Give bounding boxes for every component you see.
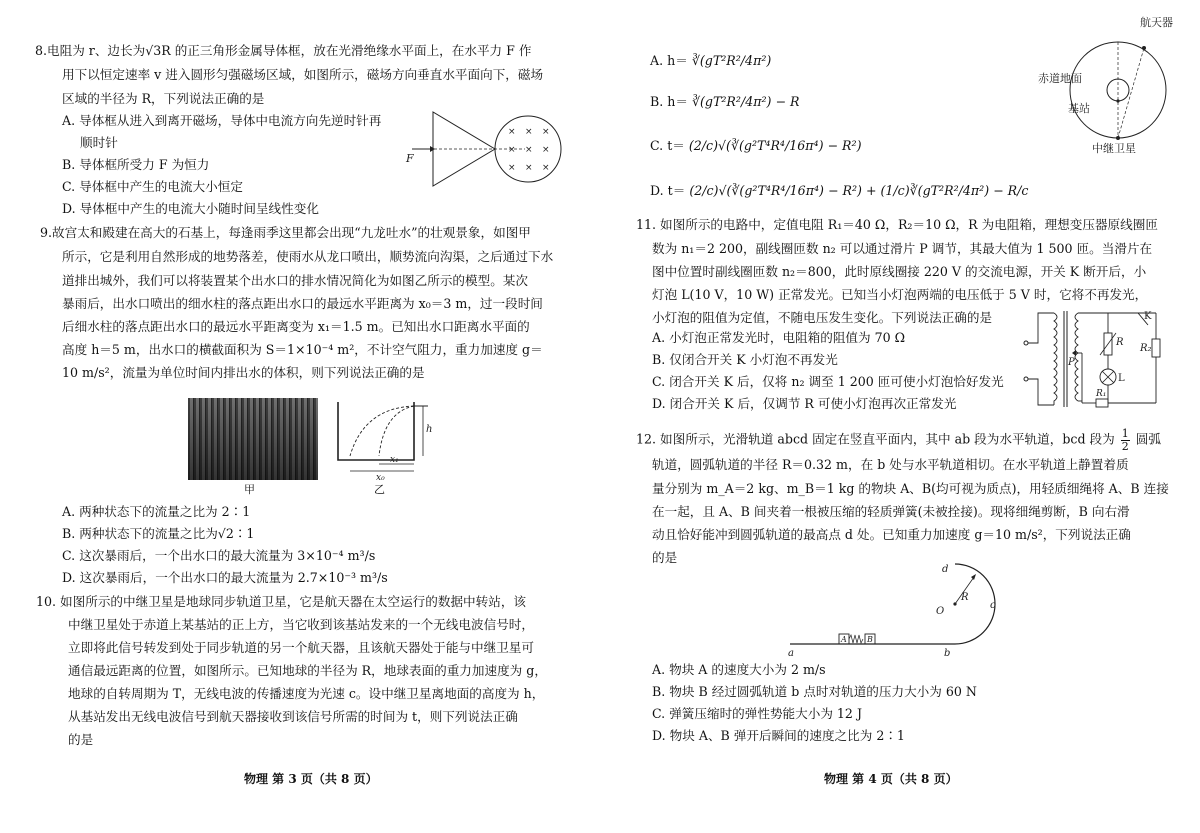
q10-spacecraft-label: 航天器: [1140, 16, 1173, 29]
svg-text:×: ×: [542, 145, 550, 155]
q12-option-b: B. 物块 B 经过圆弧轨道 b 点时对轨道的压力大小为 60 N: [652, 684, 977, 699]
q8-option-c: C. 导体框中产生的电流大小恒定: [62, 179, 243, 194]
q9-stem-line-5: 后细水柱的落点距出水口的最远水平距离变为 x₁＝1.5 m。已知出水口距离水平面的: [62, 319, 530, 334]
q11-stem-line-5: 小灯泡的阻值为定值，不随电压发生变化。下列说法正确的是: [652, 310, 993, 325]
q10-stem-line-1: 10. 如图所示的中继卫星是地球同步轨道卫星，它是航天器在太空运行的数据中转站，该: [36, 594, 527, 609]
q11-rheostat-r-label: R: [1116, 337, 1124, 348]
q10-stem-line-3: 立即将此信号转发到处于同步轨道的另一个航天器，且该航天器处于能与中继卫星可: [68, 640, 534, 655]
q12-block-a-label: A: [841, 635, 847, 644]
q10-option-a: [650, 55, 771, 68]
q12-fraction: [1121, 428, 1130, 452]
q12-d-label: d: [942, 564, 949, 575]
q10-option-d-expr: (2/c)√(∛(g²T⁴R⁴/16π⁴) − R²) + (1/c)∛(gT²R²/4π²) − R/c: [689, 183, 1029, 198]
q12-track-figure: [780, 560, 1000, 660]
q9-h-label: h: [426, 424, 433, 435]
svg-text:×: ×: [508, 163, 516, 173]
q9-stem-line-6: 高度 h＝5 m，出水口的横截面积为 S＝1×10⁻⁴ m²，不计空气阻力，重力加速度 g＝: [62, 342, 543, 357]
q12-stem-line-5: 动且恰好能冲到圆弧轨道的最高点 d 处。已知重力加速度 g＝10 m/s²，下列说法正确: [652, 527, 1131, 542]
q11-option-a: A. 小灯泡正常发光时，电阻箱的阻值为 70 Ω: [652, 330, 906, 345]
q10-stem-line-4: 通信最远距离的位置，如图所示。已知地球的半径为 R，地球表面的重力加速度为 g，: [68, 663, 547, 678]
q12-r-label: R: [961, 592, 969, 603]
q12-stem-line-2: 轨道，圆弧轨道的半径 R＝0.32 m，在 b 处与水平轨道相切。在水平轨道上静置着质: [652, 457, 1129, 472]
q10-option-a-prefix: A. h＝: [650, 53, 688, 68]
q9-option-a: A. 两种状态下的流量之比为 2∶1: [62, 504, 251, 519]
q9-figure-jia-label: 甲: [244, 483, 255, 496]
q12-fraction-num: 1: [1121, 427, 1129, 440]
q10-stem-line-5: 地球的自转周期为 T，无线电波的传播速度为光速 c。设中继卫星离地面的高度为 h，: [68, 686, 545, 701]
q12-stem-line-1: [636, 428, 1161, 452]
q9-x1-label: x₁: [390, 455, 399, 465]
q11-stem-line-3: 图中位置时副线圈匝数 n₂＝800，此时原线圈接 220 V 的交流电源，开关 K 断开后，小: [652, 264, 1147, 279]
left-page-footer: 物理 第 3 页（共 8 页）: [244, 772, 378, 786]
q10-stem-line-7: 的是: [68, 732, 94, 747]
svg-text:×: ×: [525, 145, 533, 155]
q9-stem-line-4: 暴雨后，出水口喷出的细水柱的落点距出水口的最远水平距离为 x₀＝3 m，过一段时间: [62, 296, 543, 311]
q9-stem-line-1: 9.故宫太和殿建在高大的石基上，每逢雨季这里都会出现“九龙吐水”的壮观景象，如图甲: [40, 225, 531, 240]
right-page-footer: 物理 第 4 页（共 8 页）: [824, 772, 958, 786]
q10-base-label: 基站: [1068, 102, 1090, 115]
q9-stem-line-2: 所示，它是利用自然形成的地势落差，使雨水从龙口喷出，顺势流向沟渠，之后通过下水: [62, 249, 554, 264]
q9-option-b: B. 两种状态下的流量之比为√2∶1: [62, 526, 255, 541]
q8-force-label: F: [406, 152, 414, 165]
svg-text:×: ×: [508, 127, 516, 137]
q12-stem-line-6: 的是: [652, 550, 678, 565]
q9-water-jet-model-figure: [334, 398, 434, 482]
q10-relay-label: 中继卫星: [1092, 142, 1136, 154]
q12-stem-line-1-post: 圆弧: [1135, 431, 1161, 447]
q11-slider-p-label: P: [1068, 357, 1075, 368]
q10-option-c-prefix: C. t＝: [650, 138, 685, 153]
q10-relay-satellite-figure: [1032, 6, 1192, 154]
q10-option-a-expr: ∛(gT²R²/4π²): [691, 53, 772, 68]
q11-stem-line-1: 11. 如图所示的电路中，定值电阻 R₁＝40 Ω，R₂＝10 Ω，R 为电阻箱，理想变压器原线圈匝: [636, 217, 1158, 232]
q12-stem-line-4: 在一起，且 A、B 间夹着一根被压缩的轻质弹簧(未被拴接)。现将细绳剪断，B 向右滑: [652, 504, 1130, 519]
q12-block-b-label: B: [867, 635, 873, 644]
q8-triangle-field-figure: [400, 110, 580, 200]
q9-stem-line-7: 10 m/s²，流量为单位时间内排出水的体积，则下列说法正确的是: [62, 365, 425, 380]
svg-text:×: ×: [542, 163, 550, 173]
q11-stem-line-2: 数为 n₁＝2 200，副线圈匝数 n₂ 可以通过滑片 P 调节，其最大值为 1 500 匝。当滑片在: [652, 241, 1153, 256]
q10-stem-line-2: 中继卫星处于赤道上某基站的正上方，当它收到该基站发来的一个无线电波信号时，: [68, 617, 534, 632]
q8-option-a-cont: 顺时针: [80, 135, 118, 150]
q12-fraction-den: 2: [1121, 439, 1129, 453]
q11-transformer-circuit-figure: [1020, 305, 1168, 413]
q10-option-b-expr: ∛(gT²R²/4π²) − R: [691, 94, 800, 109]
q10-stem-line-6: 从基站发出无线电波信号到航天器接收到该信号所需的时间为 t，则下列说法正确: [68, 709, 518, 724]
q12-o-label: O: [936, 606, 945, 617]
q11-r1-label: R₁: [1096, 389, 1107, 399]
q8-option-d: D. 导体框中产生的电流大小随时间呈线性变化: [62, 201, 319, 216]
q10-option-c: [650, 140, 862, 153]
svg-text:×: ×: [525, 127, 533, 137]
q10-equator-label: 赤道地面: [1038, 72, 1082, 85]
q12-a-label: a: [788, 648, 794, 659]
q11-switch-k-label: K: [1144, 311, 1152, 322]
q10-option-c-expr: (2/c)√(∛(g²T⁴R⁴/16π⁴) − R²): [688, 138, 862, 153]
q9-stem-line-3: 道排出城外，我们可以将装置某个出水口的排水情况简化为如图乙所示的模型。某次: [62, 273, 528, 288]
q12-stem-line-1-pre: 12. 如图所示，光滑轨道 abcd 固定在竖直平面内，其中 ab 段为水平轨道，bcd 段为: [636, 431, 1115, 447]
q9-dragon-spout-photo: [188, 398, 318, 480]
q9-option-d: D. 这次暴雨后，一个出水口的最大流量为 2.7×10⁻³ m³/s: [62, 570, 388, 585]
svg-text:×: ×: [508, 145, 516, 155]
q8-stem-line-3: 区域的半径为 R，下列说法正确的是: [62, 91, 265, 106]
q11-lamp-l-label: L: [1118, 373, 1125, 384]
svg-text:×: ×: [525, 163, 533, 173]
q9-x0-label: x₀: [376, 473, 385, 482]
q12-option-c: C. 弹簧压缩时的弹性势能大小为 12 J: [652, 706, 862, 721]
q11-option-d: D. 闭合开关 K 后，仅调节 R 可使小灯泡再次正常发光: [652, 396, 957, 411]
q8-stem-line-1: 8.电阻为 r、边长为√3R 的正三角形金属导体框，放在光滑绝缘水平面上，在水平力 F 作: [35, 43, 532, 58]
q12-b-label: b: [944, 648, 951, 659]
q12-c-label: c: [990, 600, 996, 611]
q11-option-b: B. 仅闭合开关 K 小灯泡不再发光: [652, 352, 838, 367]
q11-option-c: C. 闭合开关 K 后，仅将 n₂ 调至 1 200 匝可使小灯泡恰好发光: [652, 374, 1004, 389]
q11-stem-line-4: 灯泡 L(10 V，10 W) 正常发光。已知当小灯泡两端的电压低于 5 V 时，它将不再发光，: [652, 287, 1148, 302]
q8-stem-line-2: 用下以恒定速率 v 进入圆形匀强磁场区域，如图所示，磁场方向垂直水平面向下，磁场: [62, 67, 544, 82]
q8-option-a: A. 导体框从进入到离开磁场，导体中电流方向先逆时针再: [62, 113, 382, 128]
q12-stem-line-3: 量分别为 m_A＝2 kg、m_B＝1 kg 的物块 A、B(均可视为质点)，用轻质细绳将 A、B 连接: [652, 481, 1169, 496]
q10-option-b-prefix: B. h＝: [650, 94, 688, 109]
q8-option-b: B. 导体框所受力 F 为恒力: [62, 157, 210, 172]
q12-option-d: D. 物块 A、B 弹开后瞬间的速度之比为 2∶1: [652, 728, 905, 743]
q10-option-b: [650, 96, 800, 109]
q11-r2-label: R₂: [1140, 343, 1152, 354]
q10-option-d: [650, 185, 1028, 198]
q12-option-a: A. 物块 A 的速度大小为 2 m/s: [652, 662, 826, 677]
q9-figure-yi-label: 乙: [374, 483, 385, 496]
q9-option-c: C. 这次暴雨后，一个出水口的最大流量为 3×10⁻⁴ m³/s: [62, 548, 376, 563]
svg-text:×: ×: [542, 127, 550, 137]
q10-option-d-prefix: D. t＝: [650, 183, 686, 198]
